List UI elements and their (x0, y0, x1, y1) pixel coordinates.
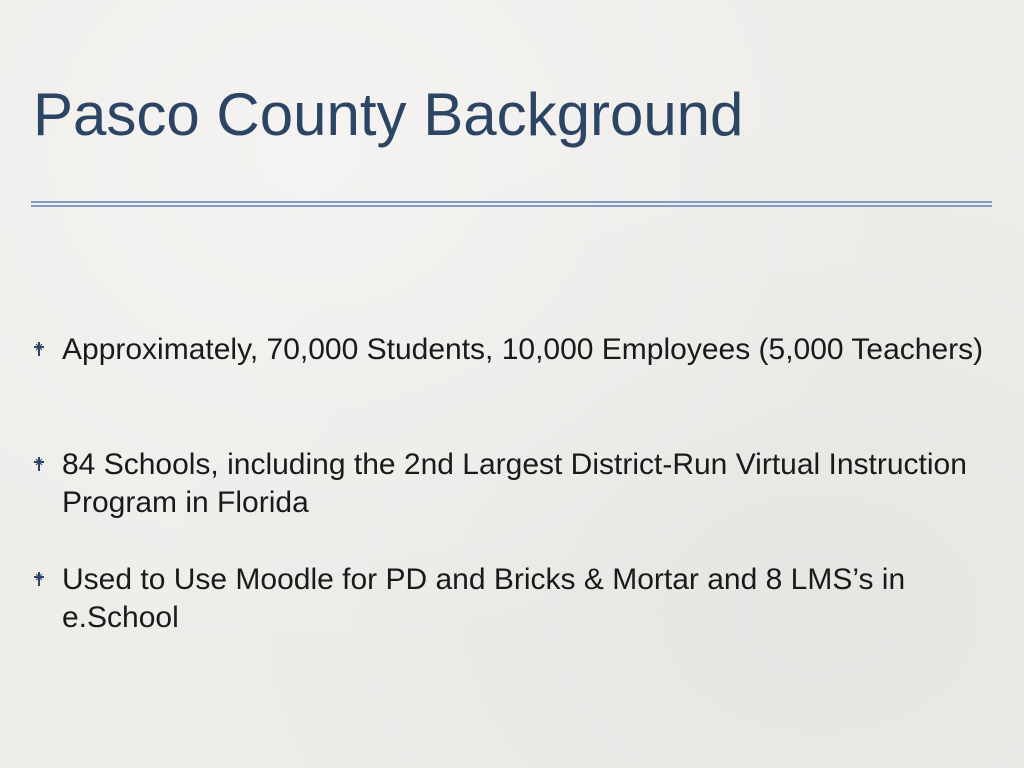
cross-bullet-icon (33, 571, 45, 587)
divider-line-bottom (31, 205, 992, 207)
bullet-text: Approximately, 70,000 Students, 10,000 Employees (5,000 Teachers) (62, 333, 984, 366)
slide-title: Pasco County Background (33, 81, 744, 148)
cross-bullet-icon (33, 341, 45, 357)
divider-line-top (31, 201, 992, 203)
cross-bullet-icon (33, 456, 45, 472)
bullet-text: Used to Use Moodle for PD and Bricks & Mortar and 8 LMS’s in e.School (62, 563, 906, 634)
title-divider (31, 201, 992, 207)
bullet-text: 84 Schools, including the 2nd Largest District-Run Virtual Instruction Program in Florida (62, 448, 967, 519)
